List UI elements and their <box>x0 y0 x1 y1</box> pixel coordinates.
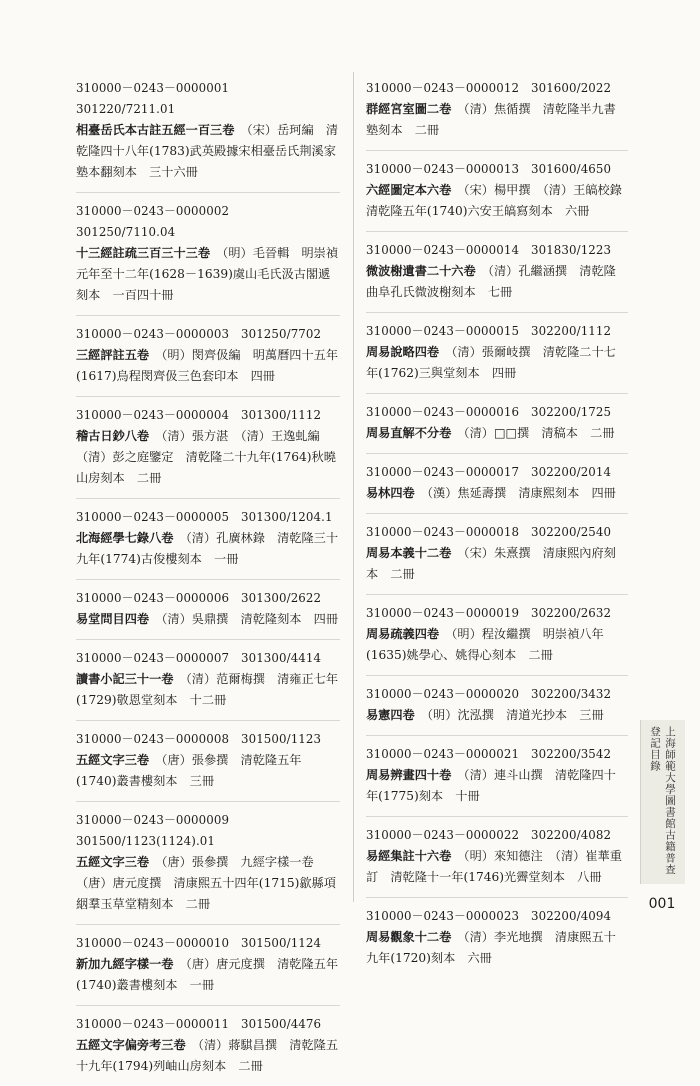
entry-title: 三經評註五卷 <box>76 348 150 362</box>
catalog-entry <box>366 321 628 384</box>
entry-id: 310000－0243－0000023 302200/4094 <box>366 909 612 923</box>
catalog-entry <box>76 507 340 570</box>
entry-separator <box>76 924 340 925</box>
entry-body <box>366 927 628 969</box>
entry-separator <box>366 453 628 454</box>
entry-id: 310000－0243－0000007 301300/4414 <box>76 651 322 665</box>
entry-body <box>366 483 628 504</box>
entry-body <box>366 423 628 444</box>
catalog-entry <box>76 324 340 387</box>
catalog-entry <box>76 201 340 306</box>
entry-details: （清）孔廣林錄 清乾隆三十九年(1774)古俊樓刻本 一冊 <box>76 531 339 566</box>
entry-title: 稽古日鈔八卷 <box>76 429 150 443</box>
entry-body <box>76 750 340 792</box>
entry-details: （清）孔繼涵撰 清乾隆曲阜孔氏微波榭刻本 七冊 <box>366 264 616 299</box>
catalog-entry <box>366 603 628 666</box>
catalog-entry <box>76 78 340 183</box>
entry-title: 周易觀象十二卷 <box>366 930 452 944</box>
entry-body <box>366 765 628 807</box>
entry-title: 十三經註疏三百三十三卷 <box>76 246 211 260</box>
entry-body <box>76 345 340 387</box>
entry-id: 310000－0243－0000012 301600/2022 <box>366 81 612 95</box>
catalog-entry <box>366 684 628 726</box>
catalog-entry <box>76 810 340 915</box>
entry-title: 易林四卷 <box>366 486 415 500</box>
entry-body <box>76 954 340 996</box>
entry-title: 五經文字三卷 <box>76 753 150 767</box>
entry-body <box>366 624 628 666</box>
entry-details: （明）毛晉輯 明崇禎元年至十二年(1628－1639)虞山毛氏汲古閣遞刻本 一百四十冊 <box>76 246 339 302</box>
entry-id: 310000－0243－0000014 301830/1223 <box>366 243 612 257</box>
entry-id: 310000－0243－0000002 301250/7110.04 <box>76 204 241 239</box>
catalog-entry <box>366 906 628 969</box>
entry-title: 周易本義十二卷 <box>366 546 452 560</box>
entry-body <box>366 180 635 222</box>
page-number: 001 <box>648 896 676 912</box>
entry-details: （漢）焦延壽撰 清康熙刻本 四冊 <box>426 486 616 500</box>
entry-body <box>76 426 340 489</box>
entry-title: 五經文字三卷 <box>76 855 150 869</box>
entry-details: （清）范爾梅撰 清雍正七年(1729)敬恩堂刻本 十二冊 <box>76 672 339 707</box>
entry-details: （清）吳鼎撰 清乾隆刻本 四冊 <box>161 612 339 626</box>
entry-body <box>366 99 628 141</box>
left-column <box>76 78 340 1086</box>
catalog-entry <box>366 522 628 585</box>
entry-separator <box>366 312 628 313</box>
entry-details: （明）來知德注 （清）崔華重訂 清乾隆十一年(1746)光霽堂刻本 八冊 <box>366 849 622 884</box>
entry-title: 群經宮室圖二卷 <box>366 102 452 116</box>
entry-body <box>366 342 628 384</box>
entry-id: 310000－0243－0000017 302200/2014 <box>366 465 612 479</box>
entry-details: （唐）張參撰 清乾隆五年(1740)叢書樓刻本 三冊 <box>76 753 302 788</box>
entry-separator <box>366 393 628 394</box>
entry-details: （清）焦循撰 清乾隆半九書塾刻本 二冊 <box>366 102 616 137</box>
entry-body <box>76 852 340 915</box>
entry-title: 六經圖定本六卷 <box>366 183 452 197</box>
entry-separator <box>366 735 628 736</box>
catalog-entry <box>76 729 340 792</box>
entry-details: （清）張爾岐撰 清乾隆二十七年(1762)三與堂刻本 四冊 <box>366 345 616 380</box>
entry-id: 310000－0243－0000020 302200/3432 <box>366 687 612 701</box>
entry-separator <box>366 897 628 898</box>
entry-body <box>366 846 628 888</box>
catalog-entry <box>366 462 628 504</box>
catalog-entry <box>366 744 628 807</box>
catalog-entry <box>76 1014 340 1077</box>
entry-title: 周易辨畫四十卷 <box>366 768 452 782</box>
column-divider <box>353 72 354 902</box>
entry-title: 易經集註十六卷 <box>366 849 452 863</box>
entry-title: 周易說略四卷 <box>366 345 440 359</box>
entry-id: 310000－0243－0000021 302200/3542 <box>366 747 612 761</box>
entry-details: （清）蔣騏昌撰 清乾隆五十九年(1794)列岫山房刻本 二冊 <box>76 1038 339 1073</box>
entry-separator <box>76 498 340 499</box>
entry-body <box>366 261 628 303</box>
entry-id: 310000－0243－0000019 302200/2632 <box>366 606 612 620</box>
entry-body <box>366 543 628 585</box>
entry-details: （唐）唐元度撰 清乾隆五年(1740)叢書樓刻本 一冊 <box>76 957 339 992</box>
catalog-entry <box>76 405 340 489</box>
entry-separator <box>366 816 628 817</box>
entry-title: 周易直解不分卷 <box>366 426 452 440</box>
catalog-entry <box>366 78 628 141</box>
entry-details: （清）張方湛 （清）王逸虬編 （清）彭之庭鑒定 清乾隆二十九年(1764)秋曉山房刻本 二冊 <box>76 429 336 485</box>
entry-id: 310000－0243－0000008 301500/1123 <box>76 732 322 746</box>
entry-separator <box>366 594 628 595</box>
entry-details: （唐）張參撰 九經字樣一卷 （唐）唐元度撰 清康熙五十四年(1715)歙縣項絪羣玉草堂精刻本 二冊 <box>76 855 336 911</box>
entry-id: 310000－0243－0000006 301300/2622 <box>76 591 322 605</box>
entry-id: 310000－0243－0000011 301500/4476 <box>76 1017 322 1031</box>
side-label <box>640 720 685 884</box>
entry-separator <box>76 720 340 721</box>
entry-title: 微波榭遺書二十六卷 <box>366 264 476 278</box>
entry-details: （明）閔齊伋編 明萬曆四十五年(1617)烏程閔齊伋三色套印本 四冊 <box>76 348 339 383</box>
entry-title: 周易疏義四卷 <box>366 627 440 641</box>
entry-id: 310000－0243－0000005 301300/1204.1 <box>76 510 333 524</box>
entry-details: （明）程汝繼撰 明崇禎八年(1635)姚學心、姚得心刻本 二冊 <box>366 627 604 662</box>
entry-title: 相臺岳氏本古註五經一百三卷 <box>76 123 235 137</box>
side-label-text: 上海師範大學圖書館古籍普查登記目錄 <box>649 726 676 876</box>
entry-title: 讀書小記三十一卷 <box>76 672 174 686</box>
right-column <box>366 78 635 978</box>
entry-separator <box>76 579 340 580</box>
entry-separator <box>366 513 628 514</box>
entry-title: 五經文字偏旁考三卷 <box>76 1038 186 1052</box>
catalog-entry <box>76 588 340 630</box>
entry-body <box>76 528 340 570</box>
entry-separator <box>366 231 628 232</box>
catalog-entry <box>76 933 340 996</box>
entry-details: （清）□□撰 清稿本 二冊 <box>463 426 615 440</box>
entry-details: （清）連斗山撰 清乾隆四十年(1775)刻本 十冊 <box>366 768 616 803</box>
entry-details: （明）沈泓撰 清道光抄本 三冊 <box>426 708 604 722</box>
entry-title: 新加九經字樣一卷 <box>76 957 174 971</box>
entry-id: 310000－0243－0000022 302200/4082 <box>366 828 612 842</box>
entry-separator <box>366 675 628 676</box>
entry-title: 北海經學七錄八卷 <box>76 531 174 545</box>
entry-body <box>76 669 340 711</box>
entry-separator <box>76 801 340 802</box>
catalog-entry <box>366 402 628 444</box>
entry-details: （清）李光地撰 清康熙五十九年(1720)刻本 六冊 <box>366 930 616 965</box>
catalog-entry <box>76 648 340 711</box>
entry-separator <box>366 150 628 151</box>
catalog-entry <box>366 825 628 888</box>
entry-separator <box>76 1005 340 1006</box>
catalog-entry <box>366 240 628 303</box>
entry-separator <box>76 639 340 640</box>
entry-body <box>76 609 340 630</box>
entry-details: （宋）岳珂編 清乾隆四十八年(1783)武英殿據宋相臺岳氏荆溪家塾本翻刻本 三十六冊 <box>76 123 339 179</box>
entry-separator <box>76 192 340 193</box>
entry-body <box>76 120 340 183</box>
entry-details: （宋）朱熹撰 清康熙內府刻本 二冊 <box>366 546 616 581</box>
entry-id: 310000－0243－0000004 301300/1112 <box>76 408 322 422</box>
entry-id: 310000－0243－0000003 301250/7702 <box>76 327 322 341</box>
catalog-entry <box>366 159 635 222</box>
entry-id: 310000－0243－0000015 302200/1112 <box>366 324 612 338</box>
entry-id: 310000－0243－0000010 301500/1124 <box>76 936 322 950</box>
entry-id: 310000－0243－0000013 301600/4650 <box>366 162 612 176</box>
entry-details: （宋）楊甲撰 （清）王皜校錄 清乾隆五年(1740)六安王皜寫刻本 六冊 <box>366 183 635 218</box>
entry-body <box>76 1035 340 1077</box>
entry-id: 310000－0243－0000016 302200/1725 <box>366 405 612 419</box>
entry-title: 易憲四卷 <box>366 708 415 722</box>
entry-body <box>76 243 340 306</box>
entry-title: 易堂問目四卷 <box>76 612 150 626</box>
entry-id: 310000－0243－0000009 301500/1123(1124).01 <box>76 813 241 848</box>
entry-separator <box>76 315 340 316</box>
entry-id: 310000－0243－0000018 302200/2540 <box>366 525 612 539</box>
entry-body <box>366 705 628 726</box>
entry-id: 310000－0243－0000001 301220/7211.01 <box>76 81 241 116</box>
entry-separator <box>76 396 340 397</box>
